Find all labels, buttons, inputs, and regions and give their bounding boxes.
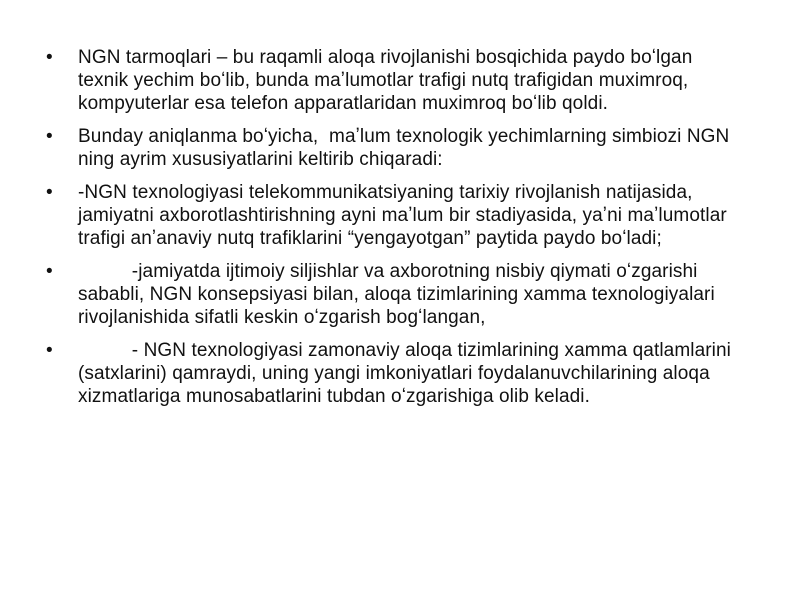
bullet-text: -jamiyatda ijtimoiy siljishlar va axborotning nisbiy qiymati oʻzgarishi sababli, NGN konsepsiyasi bilan, aloqa tizimlarining xamma texnologiyalari rivojlanishida sifatli keskin oʻzgarish bogʻlangan,: [78, 261, 721, 328]
bullet-text: - NGN texnologiyasi zamonaviy aloqa tizimlarining xamma qatlamlarini (satxlarini) qamraydi, uning yangi imkoniyatlari foydalanuvchilarining aloqa xizmatlariga munosabatlarini tubdan oʻzgarishiga olib keladi.: [78, 340, 737, 407]
bullet-icon: •: [46, 182, 53, 203]
list-item: [44, 339, 744, 408]
bullet-text: NGN tarmoqlari – bu raqamli aloqa rivojlanishi bosqichida paydo boʻlgan texnik yechim boʻlib, bunda maʼlumotlar trafigi nutq trafigidan muximroq, kompyuterlar esa telefon apparatlaridan muximroq boʻlib qoldi.: [78, 47, 698, 114]
bullet-icon: •: [46, 47, 53, 68]
bullet-icon: •: [46, 126, 53, 147]
bullet-text: -NGN texnologiyasi telekommunikatsiyaning tarixiy rivojlanish natijasida, jamiyatni axborotlashtirishning ayni maʼlum bir stadiyasida, yaʼni maʼlumotlar trafigi anʼanaviy nutq trafiklarini “yengayotgan” paytida paydo boʻladi;: [78, 182, 733, 249]
list-item: [44, 125, 744, 171]
bullet-icon: •: [46, 261, 53, 282]
bullet-list: [44, 46, 744, 418]
list-item: [44, 46, 744, 115]
bullet-text: Bunday aniqlanma boʻyicha, maʼlum texnologik yechimlarning simbiozi NGN ning ayrim xususiyatlarini keltirib chiqaradi:: [78, 126, 735, 170]
bullet-icon: •: [46, 340, 53, 361]
list-item: [44, 260, 744, 329]
list-item: [44, 181, 744, 250]
